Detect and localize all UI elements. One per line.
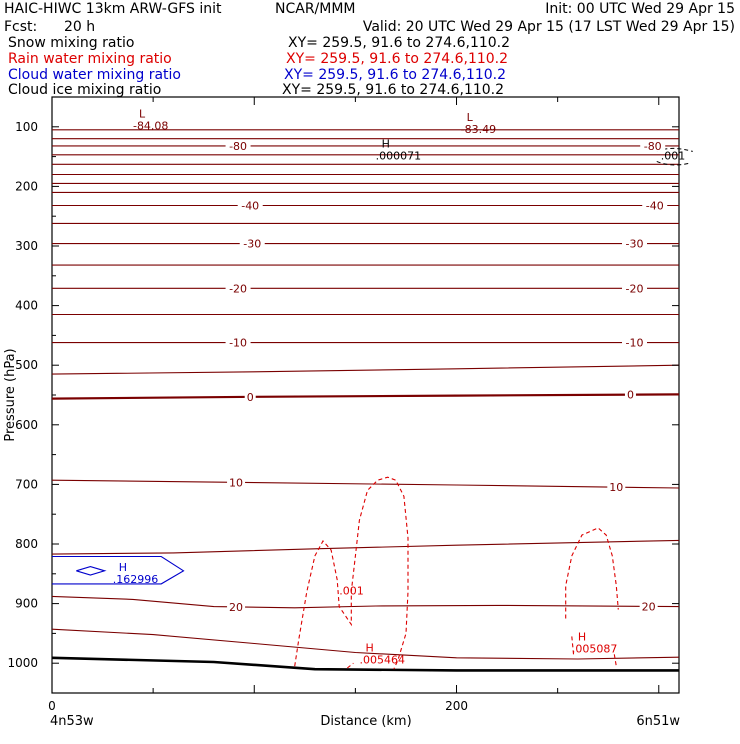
temperature-contour-label: 20 (641, 600, 656, 614)
y-tick-label: 300 (15, 239, 38, 253)
temperature-contour-label: -30 (625, 237, 644, 251)
field-xy-cloud-ice: XY= 259.5, 91.6 to 274.6,110.2 (282, 82, 505, 98)
rain-contour-1 (347, 663, 353, 668)
high-marker: H (118, 560, 128, 574)
high-marker: H (365, 641, 374, 655)
x-end-location: 6n51w (636, 714, 680, 729)
low-marker: L (138, 107, 146, 121)
valid-time: Valid: 20 UTC Wed 29 Apr 15 (17 LST Wed 29 Apr 15) (362, 19, 735, 35)
temperature-contour-label: -20 (229, 282, 248, 296)
forecast-hours: 20 h (64, 19, 96, 35)
temperature-contour-label: -10 (625, 336, 644, 350)
extremum-value: .162996 (112, 572, 159, 586)
temperature-contour-label: -20 (625, 282, 644, 296)
axes-layer (7, 97, 679, 713)
temperature-contour-label: -80 (643, 139, 662, 153)
temperature-contour-18 (52, 540, 679, 554)
temperature-contour-label: -10 (229, 336, 248, 350)
extremum-value: .005464 (359, 653, 405, 667)
cloud-ice-contour-label: .001 (660, 149, 686, 163)
temperature-contour-label: -40 (645, 199, 664, 213)
temperature-contour-label: -30 (243, 237, 262, 251)
x-start-location: 4n53w (50, 714, 94, 729)
forecast-label: Fcst: (4, 19, 38, 35)
temperature-contour-15 (52, 365, 679, 374)
y-tick-label: 200 (15, 179, 38, 194)
rain-contour-4 (614, 654, 616, 666)
y-tick-label: 400 (15, 298, 38, 313)
field-xy-snow: XY= 259.5, 91.6 to 274.6,110.2 (288, 35, 511, 51)
temperature-contour-label: 20 (229, 600, 244, 614)
model-title: HAIC-HIWC 13km ARW-GFS init (4, 1, 222, 17)
contour-layer (52, 130, 693, 671)
y-tick-label: 100 (15, 119, 38, 134)
y-tick-label: 1000 (7, 656, 38, 671)
field-name-cloud-ice: Cloud ice mixing ratio (8, 82, 162, 98)
rain-contour-label: .001 (339, 584, 364, 598)
temperature-contour-label: -40 (241, 199, 260, 213)
extremum-value: -83.49 (460, 122, 497, 136)
field-name-cloud-water: Cloud water mixing ratio (8, 67, 181, 83)
temperature-contour-label: 0 (246, 390, 254, 404)
y-tick-label: 600 (15, 417, 38, 432)
temperature-contour-16 (52, 394, 679, 398)
y-tick-label: 700 (15, 477, 38, 492)
field-xy-cloud-water: XY= 259.5, 91.6 to 274.6,110.2 (284, 67, 507, 83)
high-marker: H (577, 630, 587, 644)
extremum-value: -84.08 (132, 119, 169, 133)
extremum-value: .000071 (375, 149, 422, 163)
y-axis-title: Pressure (hPa) (3, 348, 18, 442)
y-tick-label: 900 (15, 596, 38, 611)
cloud-water-contour-1 (76, 567, 104, 575)
y-tick-label: 800 (15, 537, 38, 551)
temperature-contour-19 (52, 596, 679, 607)
extremum-value: .005087 (571, 642, 618, 656)
figure-header (4, 1, 735, 98)
rain-contour-0 (295, 477, 408, 669)
temperature-contour-label: 10 (229, 476, 244, 490)
field-name-rain: Rain water mixing ratio (8, 51, 172, 67)
field-name-snow: Snow mixing ratio (8, 35, 135, 51)
init-time: Init: 00 UTC Wed 29 Apr 15 (545, 1, 735, 17)
temperature-contour-17 (52, 480, 679, 488)
y-tick-label: 500 (15, 358, 38, 373)
low-marker: L (466, 110, 473, 124)
x-tick-label: 0 (48, 699, 56, 713)
temperature-contour-label: 0 (626, 388, 634, 402)
temperature-contour-label: -80 (229, 139, 248, 153)
temperature-contour-label: 10 (609, 481, 624, 495)
x-tick-label: 200 (445, 699, 468, 713)
contour-label-layer (113, 107, 686, 666)
x-axis-title: Distance (km) (320, 714, 412, 729)
high-marker: H (381, 137, 390, 151)
field-xy-rain: XY= 259.5, 91.6 to 274.6,110.2 (286, 51, 509, 67)
org-label: NCAR/MMM (275, 1, 356, 17)
